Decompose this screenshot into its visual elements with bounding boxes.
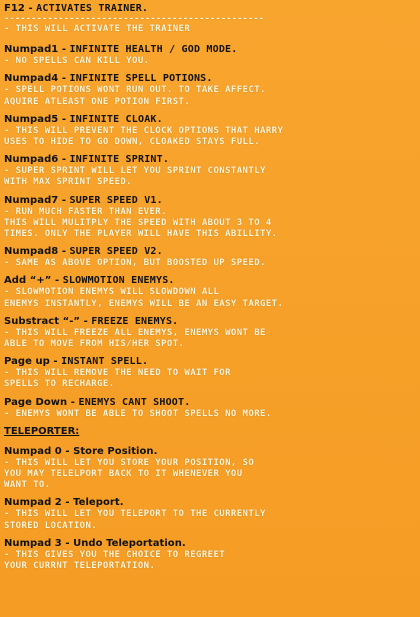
hotkey-description: YOUR CURRNT TELEPORTATION. [4, 561, 156, 572]
hotkey-key: Numpad 3 [4, 537, 62, 549]
hotkey-entry-numpad4 [4, 73, 416, 107]
hotkey-key: Add “+” [4, 275, 52, 287]
hotkey-description: - THIS WILL LET YOU STORE YOUR POSITION, SO [4, 457, 255, 468]
hotkey-description: AQUIRE ATLEAST ONE POTION FIRST. [4, 96, 191, 107]
hotkey-heading: Numpad4 - INFINITE SPELL POTIONS. [4, 73, 213, 85]
hotkey-heading: Numpad7 - SUPER SPEED V1. [4, 194, 163, 206]
hotkey-heading: Numpad8 - SUPER SPEED V2. [4, 246, 163, 258]
hotkey-entry-page-up [4, 356, 416, 390]
hotkey-key: Substract “-” [4, 315, 81, 327]
hotkey-key: Page Down [4, 396, 68, 408]
hotkey-description: - ENEMYS WONT BE ABLE TO SHOOT SPELLS NO MORE. [4, 408, 272, 419]
hotkey-heading: Add “+” - SLOWMOTION ENEMYS. [4, 275, 175, 287]
hotkey-description: ABLE TO MOVE FROM HIS/HER SPOT. [4, 339, 185, 350]
hotkey-description: - THIS WILL ACTIVATE THE TRAINER [4, 24, 191, 34]
hotkey-entry-f12 [4, 3, 416, 35]
hotkey-title: ACTIVATES TRAINER. [36, 3, 149, 14]
hotkey-description: - NO SPELLS CAN KILL YOU. [4, 56, 150, 67]
hotkey-heading: Numpad5 - INFINITE CLOAK. [4, 113, 163, 125]
hotkey-entry-substract [4, 316, 416, 350]
hotkey-description: - THIS WILL LET YOU TELEPORT TO THE CURRENTLY [4, 509, 266, 520]
hotkey-title: INFINITE SPELL POTIONS. [69, 73, 213, 85]
hotkey-description: - THIS GIVES YOU THE CHOICE TO REGREET [4, 549, 226, 560]
hotkey-entry-numpad7 [4, 195, 416, 241]
hotkey-description: - THIS WILL FREEZE ALL ENEMYS, ENEMYS WONT BE [4, 327, 266, 338]
hotkey-description: THIS WILL MULITPLY THE SPEED WITH ABOUT 3 TO 4 [4, 217, 272, 228]
hotkey-title: INFINITE CLOAK. [69, 113, 163, 125]
hotkey-title: ENEMYS CANT SHOOT. [78, 396, 191, 408]
hotkey-title: SLOWMOTION ENEMYS. [62, 275, 175, 287]
teleporter-entry-numpad0 [4, 446, 416, 492]
hotkey-key: Numpad 0 [4, 445, 62, 457]
hotkey-key: Numpad4 [4, 73, 59, 85]
hotkey-key: Numpad6 [4, 154, 59, 166]
hotkey-description: WANT TO. [4, 480, 51, 491]
teleporter-heading-text: TELEPORTER: [4, 425, 80, 437]
hotkey-key: Numpad7 [4, 194, 59, 206]
hotkey-entry-page-down [4, 397, 416, 420]
hotkey-key: Page up [4, 356, 50, 368]
hotkey-key: Numpad1 [4, 44, 59, 56]
hotkey-title: Store Position. [73, 445, 158, 457]
hotkey-title: INFINITE HEALTH / GOD MODE. [69, 44, 238, 56]
hotkey-heading: Page Down - ENEMYS CANT SHOOT. [4, 396, 191, 408]
teleporter-heading [4, 426, 416, 438]
teleporter-entry-numpad3 [4, 538, 416, 572]
hotkey-key: Numpad 2 [4, 497, 62, 509]
hotkey-key: Numpad5 [4, 113, 59, 125]
hotkey-title: INFINITE SPRINT. [69, 154, 170, 166]
hotkey-key: F12 [4, 3, 25, 14]
hotkey-description: SPELLS TO RECHARGE. [4, 379, 115, 390]
hotkey-title: Undo Teleportation. [73, 537, 186, 549]
hotkey-description: - SUPER SPRINT WILL LET YOU SPRINT CONSTANTLY [4, 166, 266, 177]
teleporter-entry-numpad2 [4, 497, 416, 531]
hotkey-description: STORED LOCATION. [4, 520, 98, 531]
divider-line: ------------------------------------------------ [4, 14, 265, 24]
hotkey-entry-numpad8 [4, 246, 416, 269]
hotkey-title: SUPER SPEED V2. [69, 246, 163, 258]
hotkey-heading: F12 - ACTIVATES TRAINER. [4, 3, 149, 14]
hotkey-description: - SLOWMOTION ENEMYS WILL SLOWDOWN ALL [4, 287, 220, 298]
hotkey-heading: Numpad 0 - Store Position. [4, 445, 158, 457]
hotkey-description: - SPELL POTIONS WONT RUN OUT. TO TAKE AFFECT. [4, 85, 266, 96]
hotkey-heading: Numpad 3 - Undo Teleportation. [4, 537, 186, 549]
hotkey-heading: Substract “-” - FREEZE ENEMYS. [4, 315, 179, 327]
hotkey-heading: Numpad1 - INFINITE HEALTH / GOD MODE. [4, 44, 238, 56]
hotkey-heading: Numpad6 - INFINITE SPRINT. [4, 154, 170, 166]
hotkey-heading: Numpad 2 - Teleport. [4, 497, 124, 509]
hotkey-description: WITH MAX SPRINT SPEED. [4, 177, 133, 188]
hotkey-description: - SAME AS ABOVE OPTION, BUT BOOSTED UP SPEED. [4, 258, 266, 269]
hotkey-heading: Page up - INSTANT SPELL. [4, 356, 149, 368]
hotkey-entry-add [4, 275, 416, 309]
hotkey-key: Numpad8 [4, 246, 59, 258]
hotkey-description: YOU MAY TELELPORT BACK TO IT WHENEVER YOU [4, 469, 243, 480]
hotkey-title: FREEZE ENEMYS. [91, 315, 179, 327]
hotkey-description: - THIS WILL REMOVE THE NEED TO WAIT FOR [4, 368, 231, 379]
hotkey-description: - RUN MUCH FASTER THAN EVER. [4, 206, 167, 217]
hotkey-description: USES TO HIDE TO GO DOWN, CLOAKED STAYS FULL. [4, 137, 261, 148]
hotkey-description: TIMES. ONLY THE PLAYER WILL HAVE THIS ABILLITY. [4, 229, 278, 240]
hotkey-description: ENEMYS INSTANTLY, ENEMYS WILL BE AN EASY TARGET. [4, 298, 284, 309]
hotkey-title: INSTANT SPELL. [61, 356, 149, 368]
hotkey-title: SUPER SPEED V1. [69, 194, 163, 206]
hotkey-entry-numpad1 [4, 44, 416, 67]
hotkey-description: - THIS WILL PREVENT THE CLOCK OPTIONS THAT HARRY [4, 125, 284, 136]
hotkey-entry-numpad5 [4, 114, 416, 148]
hotkey-title: Teleport. [73, 497, 124, 509]
hotkey-entry-numpad6 [4, 154, 416, 188]
